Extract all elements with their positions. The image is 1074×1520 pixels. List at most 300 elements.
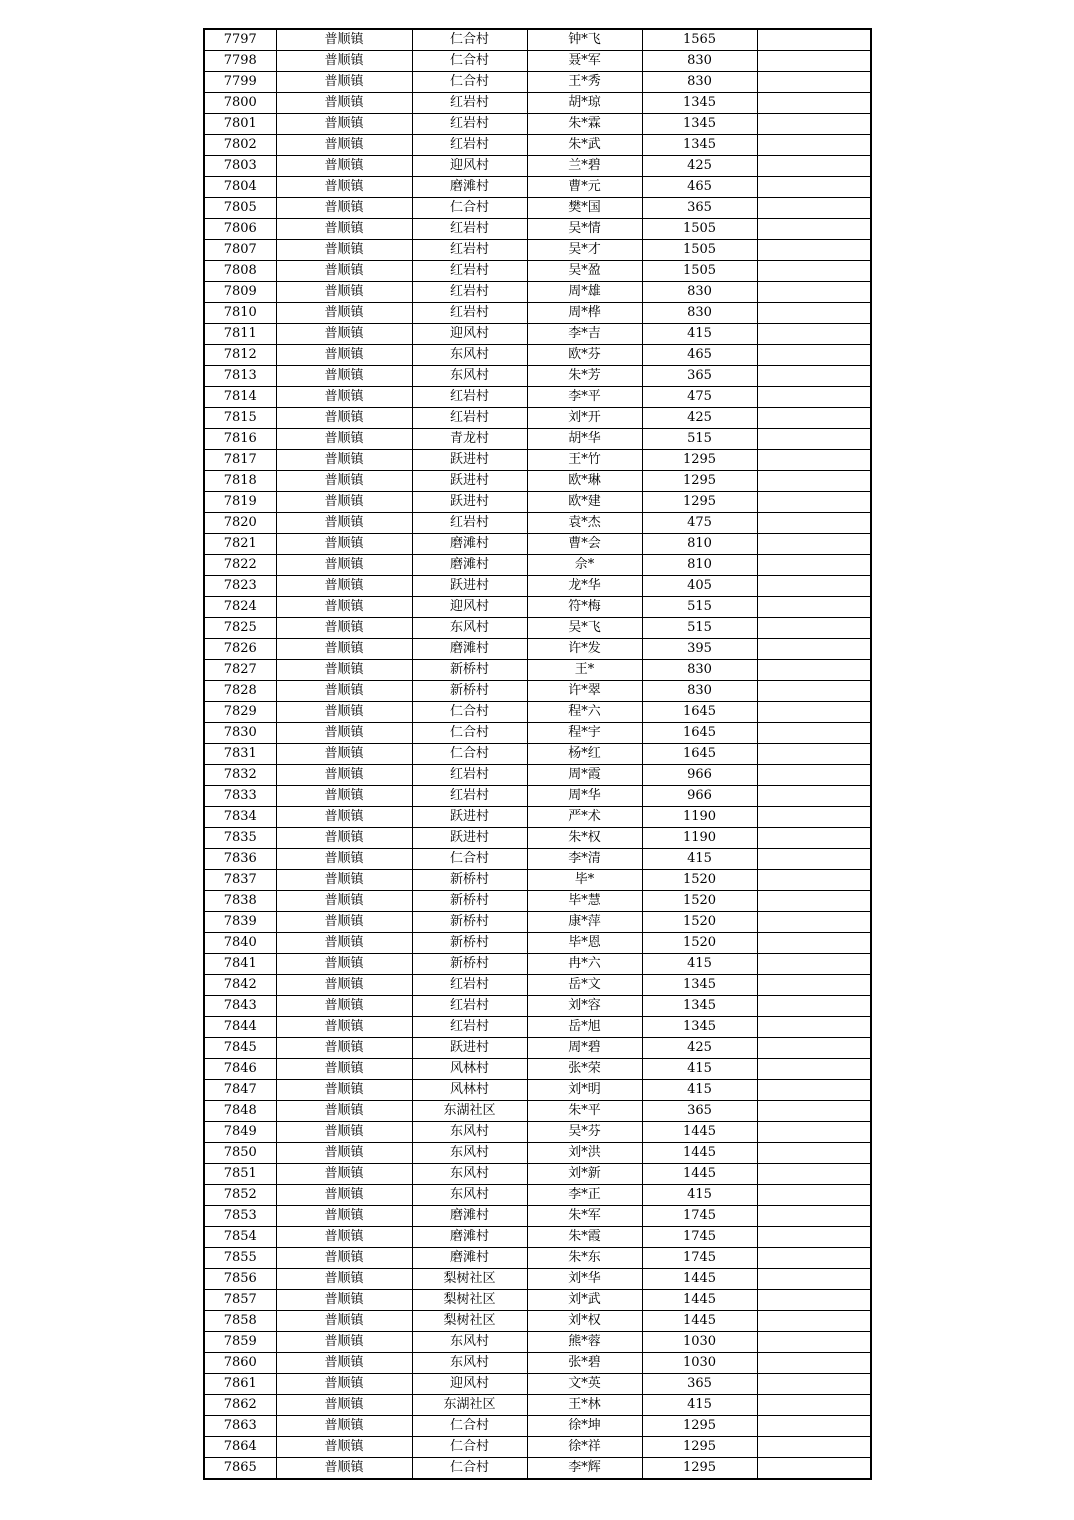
amount-cell: 515 bbox=[642, 597, 757, 618]
town-cell: 普顺镇 bbox=[276, 870, 412, 891]
amount-cell: 830 bbox=[642, 303, 757, 324]
name-cell: 曹*元 bbox=[527, 177, 642, 198]
town-cell: 普顺镇 bbox=[276, 513, 412, 534]
town-cell: 普顺镇 bbox=[276, 1395, 412, 1416]
amount-cell: 415 bbox=[642, 324, 757, 345]
serial-number-cell: 7853 bbox=[204, 1206, 276, 1227]
name-cell: 岳*旭 bbox=[527, 1017, 642, 1038]
remark-cell bbox=[757, 555, 871, 576]
serial-number-cell: 7830 bbox=[204, 723, 276, 744]
table-row bbox=[204, 177, 871, 198]
amount-cell: 1445 bbox=[642, 1143, 757, 1164]
remark-cell bbox=[757, 471, 871, 492]
amount-cell: 1345 bbox=[642, 975, 757, 996]
village-cell: 东风村 bbox=[412, 1353, 527, 1374]
remark-cell bbox=[757, 114, 871, 135]
name-cell: 刘*新 bbox=[527, 1164, 642, 1185]
remark-cell bbox=[757, 1164, 871, 1185]
remark-cell bbox=[757, 1437, 871, 1458]
name-cell: 刘*明 bbox=[527, 1080, 642, 1101]
remark-cell bbox=[757, 1416, 871, 1437]
serial-number-cell: 7849 bbox=[204, 1122, 276, 1143]
village-cell: 跃进村 bbox=[412, 828, 527, 849]
table-row bbox=[204, 639, 871, 660]
remark-cell bbox=[757, 534, 871, 555]
amount-cell: 1030 bbox=[642, 1353, 757, 1374]
name-cell: 刘*容 bbox=[527, 996, 642, 1017]
town-cell: 普顺镇 bbox=[276, 1437, 412, 1458]
village-cell: 仁合村 bbox=[412, 1437, 527, 1458]
name-cell: 樊*国 bbox=[527, 198, 642, 219]
serial-number-cell: 7801 bbox=[204, 114, 276, 135]
remark-cell bbox=[757, 912, 871, 933]
table-row bbox=[204, 1080, 871, 1101]
village-cell: 青龙村 bbox=[412, 429, 527, 450]
town-cell: 普顺镇 bbox=[276, 408, 412, 429]
village-cell: 迎风村 bbox=[412, 597, 527, 618]
village-cell: 磨滩村 bbox=[412, 534, 527, 555]
name-cell: 刘*华 bbox=[527, 1269, 642, 1290]
serial-number-cell: 7829 bbox=[204, 702, 276, 723]
amount-cell: 966 bbox=[642, 765, 757, 786]
remark-cell bbox=[757, 1185, 871, 1206]
table-row bbox=[204, 576, 871, 597]
table-row bbox=[204, 1122, 871, 1143]
town-cell: 普顺镇 bbox=[276, 1122, 412, 1143]
village-cell: 东风村 bbox=[412, 1185, 527, 1206]
name-cell: 朱*芳 bbox=[527, 366, 642, 387]
table-row bbox=[204, 702, 871, 723]
village-cell: 红岩村 bbox=[412, 975, 527, 996]
table-row bbox=[204, 744, 871, 765]
table-row bbox=[204, 1206, 871, 1227]
name-cell: 许*发 bbox=[527, 639, 642, 660]
amount-cell: 1345 bbox=[642, 996, 757, 1017]
table-row bbox=[204, 1143, 871, 1164]
town-cell: 普顺镇 bbox=[276, 681, 412, 702]
village-cell: 新桥村 bbox=[412, 891, 527, 912]
serial-number-cell: 7837 bbox=[204, 870, 276, 891]
name-cell: 欧*琳 bbox=[527, 471, 642, 492]
table-row bbox=[204, 786, 871, 807]
table-row bbox=[204, 345, 871, 366]
name-cell: 聂*军 bbox=[527, 51, 642, 72]
serial-number-cell: 7815 bbox=[204, 408, 276, 429]
name-cell: 熊*蓉 bbox=[527, 1332, 642, 1353]
amount-cell: 830 bbox=[642, 681, 757, 702]
town-cell: 普顺镇 bbox=[276, 660, 412, 681]
town-cell: 普顺镇 bbox=[276, 1185, 412, 1206]
village-cell: 东风村 bbox=[412, 1332, 527, 1353]
serial-number-cell: 7856 bbox=[204, 1269, 276, 1290]
amount-cell: 1295 bbox=[642, 1437, 757, 1458]
town-cell: 普顺镇 bbox=[276, 387, 412, 408]
serial-number-cell: 7797 bbox=[204, 29, 276, 51]
serial-number-cell: 7799 bbox=[204, 72, 276, 93]
remark-cell bbox=[757, 975, 871, 996]
serial-number-cell: 7806 bbox=[204, 219, 276, 240]
remark-cell bbox=[757, 408, 871, 429]
amount-cell: 966 bbox=[642, 786, 757, 807]
table-row bbox=[204, 1416, 871, 1437]
table-row bbox=[204, 681, 871, 702]
remark-cell bbox=[757, 324, 871, 345]
amount-cell: 465 bbox=[642, 345, 757, 366]
town-cell: 普顺镇 bbox=[276, 492, 412, 513]
serial-number-cell: 7845 bbox=[204, 1038, 276, 1059]
remark-cell bbox=[757, 1290, 871, 1311]
amount-cell: 1520 bbox=[642, 912, 757, 933]
village-cell: 新桥村 bbox=[412, 660, 527, 681]
village-cell: 仁合村 bbox=[412, 723, 527, 744]
table-row bbox=[204, 1269, 871, 1290]
village-cell: 红岩村 bbox=[412, 219, 527, 240]
village-cell: 新桥村 bbox=[412, 870, 527, 891]
town-cell: 普顺镇 bbox=[276, 1080, 412, 1101]
table-row bbox=[204, 1038, 871, 1059]
table-row bbox=[204, 891, 871, 912]
remark-cell bbox=[757, 1458, 871, 1480]
table-row bbox=[204, 597, 871, 618]
remark-cell bbox=[757, 1227, 871, 1248]
name-cell: 吴*飞 bbox=[527, 618, 642, 639]
name-cell: 冉*六 bbox=[527, 954, 642, 975]
serial-number-cell: 7864 bbox=[204, 1437, 276, 1458]
remark-cell bbox=[757, 450, 871, 471]
table-row bbox=[204, 723, 871, 744]
remark-cell bbox=[757, 1038, 871, 1059]
name-cell: 徐*坤 bbox=[527, 1416, 642, 1437]
village-cell: 红岩村 bbox=[412, 996, 527, 1017]
amount-cell: 515 bbox=[642, 429, 757, 450]
serial-number-cell: 7811 bbox=[204, 324, 276, 345]
village-cell: 风林村 bbox=[412, 1080, 527, 1101]
serial-number-cell: 7798 bbox=[204, 51, 276, 72]
table-row bbox=[204, 324, 871, 345]
amount-cell: 1745 bbox=[642, 1206, 757, 1227]
town-cell: 普顺镇 bbox=[276, 114, 412, 135]
name-cell: 胡*琼 bbox=[527, 93, 642, 114]
name-cell: 刘*开 bbox=[527, 408, 642, 429]
serial-number-cell: 7804 bbox=[204, 177, 276, 198]
serial-number-cell: 7852 bbox=[204, 1185, 276, 1206]
amount-cell: 1295 bbox=[642, 471, 757, 492]
town-cell: 普顺镇 bbox=[276, 450, 412, 471]
village-cell: 梨树社区 bbox=[412, 1290, 527, 1311]
town-cell: 普顺镇 bbox=[276, 72, 412, 93]
village-cell: 东风村 bbox=[412, 618, 527, 639]
name-cell: 欧*芬 bbox=[527, 345, 642, 366]
amount-cell: 1190 bbox=[642, 828, 757, 849]
serial-number-cell: 7839 bbox=[204, 912, 276, 933]
amount-cell: 415 bbox=[642, 1080, 757, 1101]
name-cell: 李*清 bbox=[527, 849, 642, 870]
town-cell: 普顺镇 bbox=[276, 429, 412, 450]
village-cell: 红岩村 bbox=[412, 261, 527, 282]
town-cell: 普顺镇 bbox=[276, 471, 412, 492]
village-cell: 仁合村 bbox=[412, 744, 527, 765]
name-cell: 刘*洪 bbox=[527, 1143, 642, 1164]
serial-number-cell: 7802 bbox=[204, 135, 276, 156]
name-cell: 刘*权 bbox=[527, 1311, 642, 1332]
town-cell: 普顺镇 bbox=[276, 786, 412, 807]
village-cell: 红岩村 bbox=[412, 93, 527, 114]
town-cell: 普顺镇 bbox=[276, 702, 412, 723]
remark-cell bbox=[757, 303, 871, 324]
remark-cell bbox=[757, 282, 871, 303]
serial-number-cell: 7862 bbox=[204, 1395, 276, 1416]
name-cell: 周*桦 bbox=[527, 303, 642, 324]
table-row bbox=[204, 219, 871, 240]
town-cell: 普顺镇 bbox=[276, 912, 412, 933]
serial-number-cell: 7851 bbox=[204, 1164, 276, 1185]
table-row bbox=[204, 870, 871, 891]
village-cell: 跃进村 bbox=[412, 807, 527, 828]
amount-cell: 1565 bbox=[642, 29, 757, 51]
town-cell: 普顺镇 bbox=[276, 639, 412, 660]
name-cell: 李*平 bbox=[527, 387, 642, 408]
name-cell: 朱*军 bbox=[527, 1206, 642, 1227]
village-cell: 风林村 bbox=[412, 1059, 527, 1080]
name-cell: 王*竹 bbox=[527, 450, 642, 471]
amount-cell: 1295 bbox=[642, 450, 757, 471]
serial-number-cell: 7809 bbox=[204, 282, 276, 303]
serial-number-cell: 7807 bbox=[204, 240, 276, 261]
remark-cell bbox=[757, 1206, 871, 1227]
serial-number-cell: 7865 bbox=[204, 1458, 276, 1480]
amount-cell: 415 bbox=[642, 954, 757, 975]
remark-cell bbox=[757, 219, 871, 240]
town-cell: 普顺镇 bbox=[276, 807, 412, 828]
table-row bbox=[204, 408, 871, 429]
village-cell: 红岩村 bbox=[412, 135, 527, 156]
name-cell: 朱*霖 bbox=[527, 114, 642, 135]
name-cell: 钟*飞 bbox=[527, 29, 642, 51]
remark-cell bbox=[757, 660, 871, 681]
remark-cell bbox=[757, 1311, 871, 1332]
amount-cell: 425 bbox=[642, 408, 757, 429]
remark-cell bbox=[757, 1101, 871, 1122]
town-cell: 普顺镇 bbox=[276, 1458, 412, 1480]
town-cell: 普顺镇 bbox=[276, 765, 412, 786]
amount-cell: 1505 bbox=[642, 219, 757, 240]
name-cell: 袁*杰 bbox=[527, 513, 642, 534]
town-cell: 普顺镇 bbox=[276, 261, 412, 282]
village-cell: 东湖社区 bbox=[412, 1101, 527, 1122]
name-cell: 徐*祥 bbox=[527, 1437, 642, 1458]
town-cell: 普顺镇 bbox=[276, 1416, 412, 1437]
remark-cell bbox=[757, 576, 871, 597]
amount-cell: 830 bbox=[642, 51, 757, 72]
remark-cell bbox=[757, 1080, 871, 1101]
village-cell: 跃进村 bbox=[412, 576, 527, 597]
village-cell: 仁合村 bbox=[412, 849, 527, 870]
table-row bbox=[204, 1290, 871, 1311]
town-cell: 普顺镇 bbox=[276, 156, 412, 177]
village-cell: 迎风村 bbox=[412, 324, 527, 345]
remark-cell bbox=[757, 1143, 871, 1164]
amount-cell: 365 bbox=[642, 366, 757, 387]
name-cell: 周*霞 bbox=[527, 765, 642, 786]
serial-number-cell: 7816 bbox=[204, 429, 276, 450]
village-cell: 红岩村 bbox=[412, 114, 527, 135]
remark-cell bbox=[757, 135, 871, 156]
table-row bbox=[204, 807, 871, 828]
table-row bbox=[204, 156, 871, 177]
town-cell: 普顺镇 bbox=[276, 1374, 412, 1395]
amount-cell: 1645 bbox=[642, 702, 757, 723]
town-cell: 普顺镇 bbox=[276, 597, 412, 618]
name-cell: 朱*东 bbox=[527, 1248, 642, 1269]
town-cell: 普顺镇 bbox=[276, 324, 412, 345]
remark-cell bbox=[757, 891, 871, 912]
serial-number-cell: 7843 bbox=[204, 996, 276, 1017]
remark-cell bbox=[757, 849, 871, 870]
remark-cell bbox=[757, 702, 871, 723]
amount-cell: 830 bbox=[642, 72, 757, 93]
town-cell: 普顺镇 bbox=[276, 93, 412, 114]
amount-cell: 830 bbox=[642, 660, 757, 681]
serial-number-cell: 7836 bbox=[204, 849, 276, 870]
table-row bbox=[204, 72, 871, 93]
serial-number-cell: 7857 bbox=[204, 1290, 276, 1311]
serial-number-cell: 7805 bbox=[204, 198, 276, 219]
table-row bbox=[204, 198, 871, 219]
town-cell: 普顺镇 bbox=[276, 828, 412, 849]
serial-number-cell: 7812 bbox=[204, 345, 276, 366]
village-cell: 跃进村 bbox=[412, 1038, 527, 1059]
name-cell: 毕*恩 bbox=[527, 933, 642, 954]
amount-cell: 425 bbox=[642, 156, 757, 177]
town-cell: 普顺镇 bbox=[276, 1059, 412, 1080]
table-body bbox=[204, 29, 871, 1479]
remark-cell bbox=[757, 807, 871, 828]
village-cell: 红岩村 bbox=[412, 513, 527, 534]
village-cell: 红岩村 bbox=[412, 387, 527, 408]
remark-cell bbox=[757, 618, 871, 639]
amount-cell: 465 bbox=[642, 177, 757, 198]
serial-number-cell: 7822 bbox=[204, 555, 276, 576]
amount-cell: 1445 bbox=[642, 1311, 757, 1332]
name-cell: 李*正 bbox=[527, 1185, 642, 1206]
village-cell: 新桥村 bbox=[412, 681, 527, 702]
town-cell: 普顺镇 bbox=[276, 954, 412, 975]
name-cell: 欧*建 bbox=[527, 492, 642, 513]
village-cell: 红岩村 bbox=[412, 1017, 527, 1038]
town-cell: 普顺镇 bbox=[276, 723, 412, 744]
name-cell: 杨*红 bbox=[527, 744, 642, 765]
amount-cell: 1295 bbox=[642, 492, 757, 513]
serial-number-cell: 7803 bbox=[204, 156, 276, 177]
table-row bbox=[204, 114, 871, 135]
table-row bbox=[204, 387, 871, 408]
name-cell: 朱*霞 bbox=[527, 1227, 642, 1248]
village-cell: 新桥村 bbox=[412, 954, 527, 975]
town-cell: 普顺镇 bbox=[276, 198, 412, 219]
amount-cell: 830 bbox=[642, 282, 757, 303]
town-cell: 普顺镇 bbox=[276, 1311, 412, 1332]
amount-cell: 475 bbox=[642, 513, 757, 534]
table-row bbox=[204, 849, 871, 870]
table-row bbox=[204, 1437, 871, 1458]
amount-cell: 1030 bbox=[642, 1332, 757, 1353]
amount-cell: 365 bbox=[642, 1101, 757, 1122]
remark-cell bbox=[757, 72, 871, 93]
table-row bbox=[204, 51, 871, 72]
serial-number-cell: 7854 bbox=[204, 1227, 276, 1248]
remark-cell bbox=[757, 366, 871, 387]
village-cell: 跃进村 bbox=[412, 450, 527, 471]
amount-cell: 1345 bbox=[642, 1017, 757, 1038]
amount-cell: 1190 bbox=[642, 807, 757, 828]
table-row bbox=[204, 765, 871, 786]
serial-number-cell: 7818 bbox=[204, 471, 276, 492]
serial-number-cell: 7828 bbox=[204, 681, 276, 702]
amount-cell: 810 bbox=[642, 555, 757, 576]
village-cell: 红岩村 bbox=[412, 765, 527, 786]
amount-cell: 1295 bbox=[642, 1458, 757, 1480]
remark-cell bbox=[757, 1059, 871, 1080]
town-cell: 普顺镇 bbox=[276, 1038, 412, 1059]
village-cell: 跃进村 bbox=[412, 471, 527, 492]
town-cell: 普顺镇 bbox=[276, 240, 412, 261]
name-cell: 吴*芬 bbox=[527, 1122, 642, 1143]
amount-cell: 1345 bbox=[642, 114, 757, 135]
serial-number-cell: 7834 bbox=[204, 807, 276, 828]
serial-number-cell: 7860 bbox=[204, 1353, 276, 1374]
amount-cell: 415 bbox=[642, 1059, 757, 1080]
town-cell: 普顺镇 bbox=[276, 1269, 412, 1290]
name-cell: 张*碧 bbox=[527, 1353, 642, 1374]
town-cell: 普顺镇 bbox=[276, 303, 412, 324]
serial-number-cell: 7844 bbox=[204, 1017, 276, 1038]
amount-cell: 810 bbox=[642, 534, 757, 555]
serial-number-cell: 7863 bbox=[204, 1416, 276, 1437]
village-cell: 梨树社区 bbox=[412, 1311, 527, 1332]
table-row bbox=[204, 1332, 871, 1353]
town-cell: 普顺镇 bbox=[276, 576, 412, 597]
table-row bbox=[204, 954, 871, 975]
amount-cell: 1520 bbox=[642, 870, 757, 891]
village-cell: 磨滩村 bbox=[412, 1248, 527, 1269]
table-row bbox=[204, 975, 871, 996]
amount-cell: 1445 bbox=[642, 1164, 757, 1185]
village-cell: 仁合村 bbox=[412, 1458, 527, 1480]
town-cell: 普顺镇 bbox=[276, 366, 412, 387]
town-cell: 普顺镇 bbox=[276, 555, 412, 576]
table-row bbox=[204, 534, 871, 555]
name-cell: 兰*碧 bbox=[527, 156, 642, 177]
name-cell: 龙*华 bbox=[527, 576, 642, 597]
remark-cell bbox=[757, 29, 871, 51]
remark-cell bbox=[757, 261, 871, 282]
amount-cell: 1645 bbox=[642, 744, 757, 765]
remark-cell bbox=[757, 1353, 871, 1374]
table-row bbox=[204, 29, 871, 51]
amount-cell: 405 bbox=[642, 576, 757, 597]
table-row bbox=[204, 1164, 871, 1185]
village-cell: 迎风村 bbox=[412, 1374, 527, 1395]
village-cell: 仁合村 bbox=[412, 29, 527, 51]
village-cell: 仁合村 bbox=[412, 198, 527, 219]
town-cell: 普顺镇 bbox=[276, 345, 412, 366]
amount-cell: 1445 bbox=[642, 1122, 757, 1143]
amount-cell: 1445 bbox=[642, 1290, 757, 1311]
town-cell: 普顺镇 bbox=[276, 618, 412, 639]
remark-cell bbox=[757, 597, 871, 618]
table-row bbox=[204, 933, 871, 954]
table-row bbox=[204, 1248, 871, 1269]
